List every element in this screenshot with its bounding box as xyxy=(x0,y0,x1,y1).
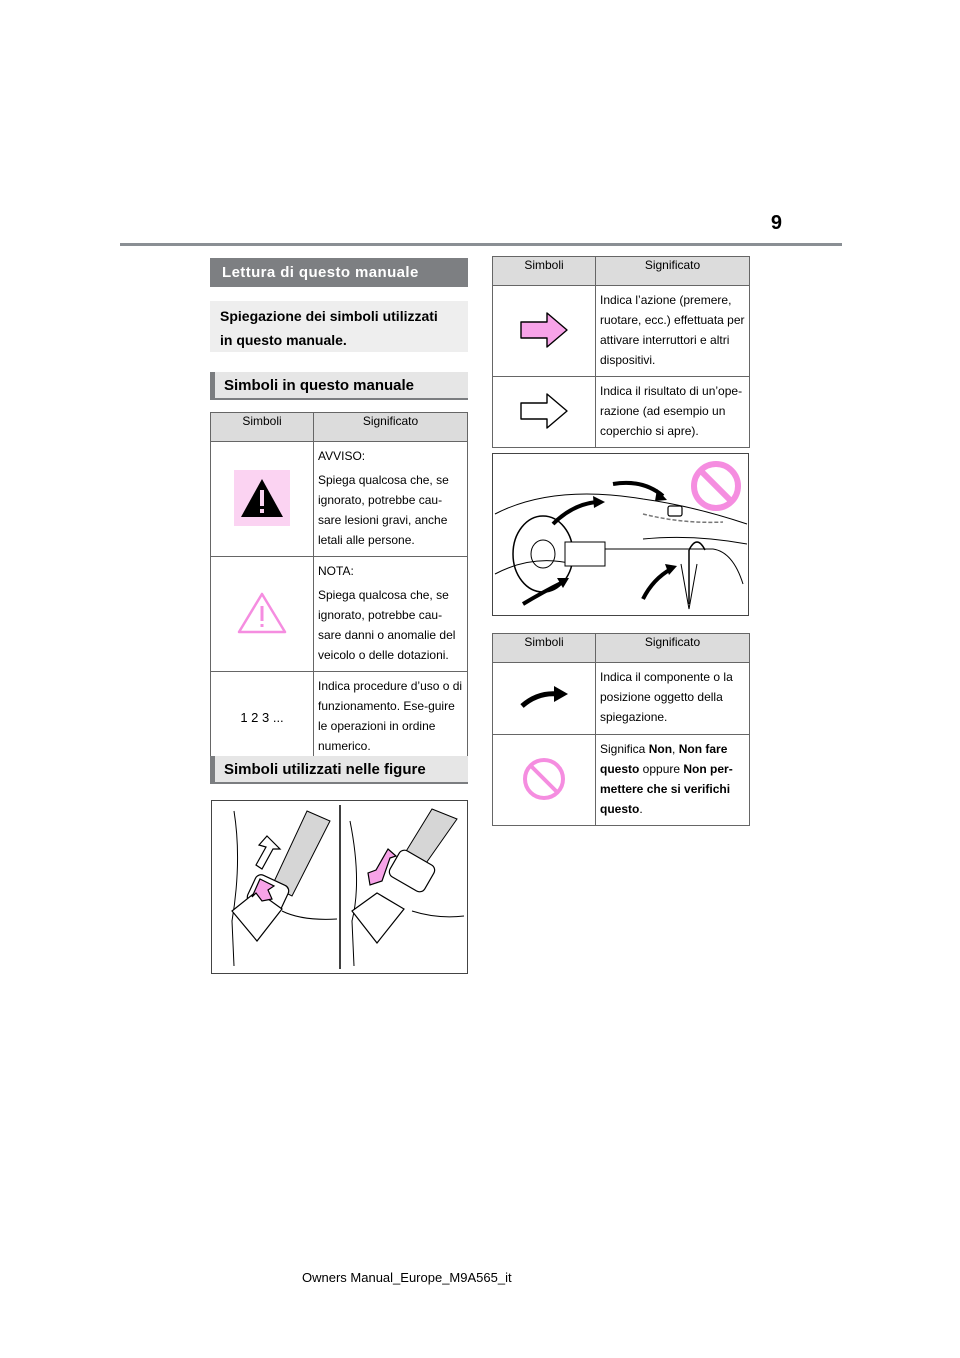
table-cell-desc xyxy=(596,377,750,448)
intro-box xyxy=(210,301,468,352)
desc-text: Spiega qualcosa che, se ignorato, potrebbe cau-sare danni o anomalie del veicolo o delle dotazioni. xyxy=(318,588,456,662)
table-cell-icon xyxy=(211,442,314,557)
desc-part: Significa xyxy=(600,742,649,756)
dashboard-figure xyxy=(492,453,749,616)
desc-part: , xyxy=(672,742,679,756)
table-cell-desc xyxy=(596,286,750,377)
warning-triangle-outline-icon xyxy=(236,591,288,635)
intro-line-2: in questo manuale. xyxy=(220,332,347,348)
figures-heading: Simboli utilizzati nelle figure xyxy=(210,756,468,784)
footer-text: Owners Manual_Europe_M9A565_it xyxy=(302,1270,512,1285)
table-cell-desc xyxy=(314,557,468,672)
desc-text: Spiega qualcosa che, se ignorato, potrebbe cau-sare lesioni gravi, anche letali alle persone. xyxy=(318,473,449,547)
arrows-table xyxy=(492,256,750,448)
desc-text: Indica procedure d’uso o di funzionamento. Ese-guire le operazioni in ordine numerico. xyxy=(318,679,463,753)
col-header-meaning: Significato xyxy=(596,257,750,286)
col-header-symbols: Simboli xyxy=(493,634,596,663)
table-cell-desc xyxy=(314,672,468,763)
seatbelt-illustration xyxy=(212,801,467,973)
table-cell-desc xyxy=(596,663,750,735)
desc-part: . xyxy=(639,802,643,816)
top-rule xyxy=(120,243,842,246)
desc-part: oppure xyxy=(639,762,684,776)
figure-symbols-table xyxy=(492,633,750,826)
table-cell-desc xyxy=(314,442,468,557)
page-number: 9 xyxy=(770,212,782,234)
table-cell-icon xyxy=(493,377,596,448)
intro-line-1: Spiegazione dei simboli utilizzati xyxy=(220,308,438,324)
outline-arrow-icon xyxy=(519,391,569,431)
desc-text: Indica l’azione (premere, ruotare, ecc.) effettuata per attivare interruttori e altri dispositivi. xyxy=(600,293,745,367)
desc-part-bold: Non per-mettere che si verifichi questo xyxy=(600,762,733,816)
warning-triangle-filled-icon xyxy=(234,470,290,526)
table-cell-icon xyxy=(211,672,314,763)
table-cell-desc xyxy=(596,735,750,826)
col-header-symbols: Simboli xyxy=(211,413,314,442)
table-cell-icon xyxy=(211,557,314,672)
table-cell-icon xyxy=(493,286,596,377)
desc-label: AVVISO: xyxy=(318,449,366,463)
dashboard-illustration xyxy=(493,454,748,615)
col-header-meaning: Significato xyxy=(314,413,468,442)
step-numbers-icon: 1 2 3 ... xyxy=(240,709,284,725)
col-header-meaning: Significato xyxy=(596,634,750,663)
table-cell-icon xyxy=(493,735,596,826)
symbols-table xyxy=(210,412,468,763)
desc-part-bold: Non xyxy=(648,742,673,756)
pink-arrow-icon xyxy=(519,310,569,350)
section-title: Lettura di questo manuale xyxy=(210,258,468,287)
col-header-symbols: Simboli xyxy=(493,257,596,286)
desc-text: Indica il componente o la posizione oggetto della spiegazione. xyxy=(600,670,733,724)
curved-arrow-icon xyxy=(518,682,570,712)
desc-text: Indica il risultato di un’ope-razione (ad esempio un coperchio si apre). xyxy=(600,384,743,438)
table-cell-icon xyxy=(493,663,596,735)
seatbelt-figure xyxy=(211,800,468,974)
symbols-heading: Simboli in questo manuale xyxy=(210,372,468,400)
prohibition-icon xyxy=(521,756,567,802)
desc-label: NOTA: xyxy=(318,564,354,578)
desc-text xyxy=(600,739,745,819)
desc-part-bold: Non fare questo xyxy=(600,742,728,776)
